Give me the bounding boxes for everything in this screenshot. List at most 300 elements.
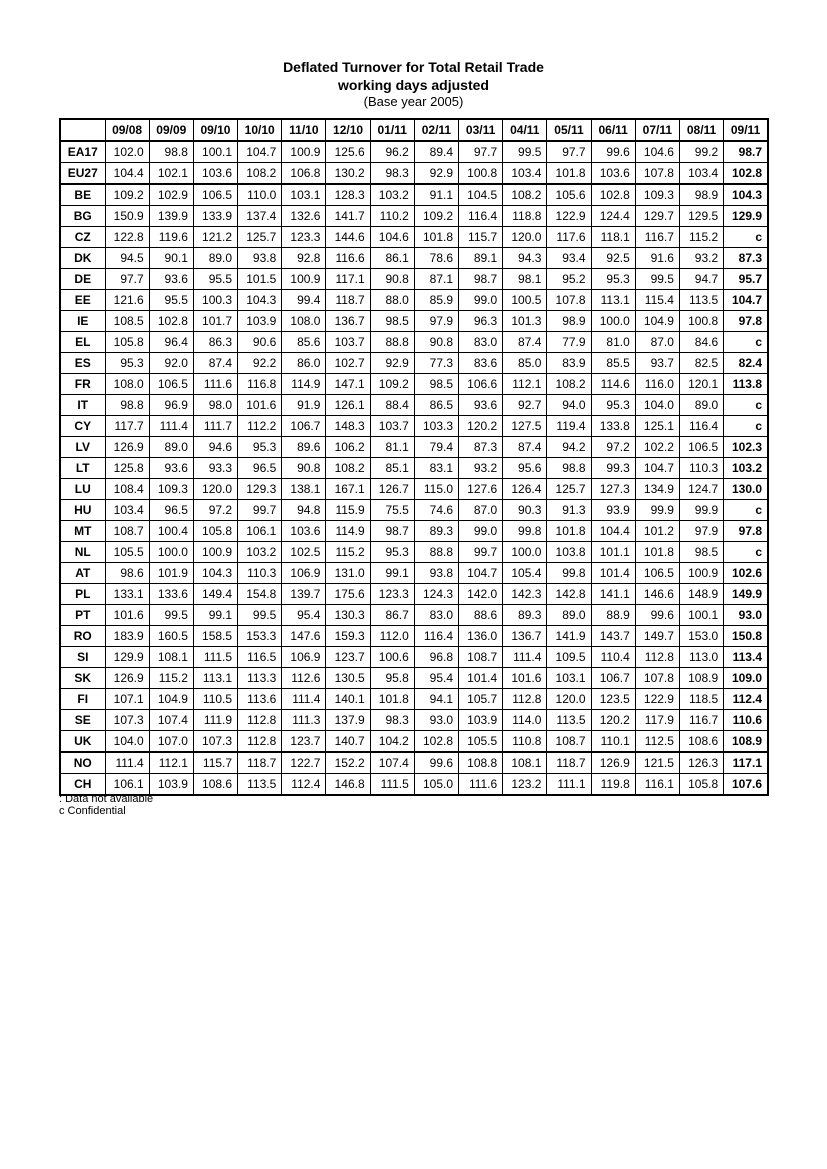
value-cell: 105.8: [193, 521, 237, 542]
value-cell: 94.0: [547, 395, 591, 416]
value-cell: 95.5: [193, 269, 237, 290]
value-cell: 123.2: [503, 774, 547, 796]
value-cell: 106.7: [282, 416, 326, 437]
value-cell: 118.1: [591, 227, 635, 248]
value-cell: 112.6: [282, 668, 326, 689]
value-cell: 111.4: [105, 752, 149, 774]
value-cell: 103.4: [503, 163, 547, 185]
value-cell: 104.6: [370, 227, 414, 248]
value-cell: 153.0: [679, 626, 723, 647]
value-cell: 78.6: [414, 248, 458, 269]
value-cell: 110.2: [370, 206, 414, 227]
value-cell: 98.5: [414, 374, 458, 395]
value-cell: 94.1: [414, 689, 458, 710]
value-cell: 101.8: [370, 689, 414, 710]
value-cell: 104.7: [724, 290, 768, 311]
value-cell: 126.4: [503, 479, 547, 500]
value-cell: 129.7: [635, 206, 679, 227]
value-cell: 93.4: [547, 248, 591, 269]
value-cell: 86.5: [414, 395, 458, 416]
value-cell: 95.3: [105, 353, 149, 374]
value-cell: 116.4: [414, 626, 458, 647]
value-cell: 113.8: [724, 374, 768, 395]
value-cell: 107.1: [105, 689, 149, 710]
value-cell: 111.6: [459, 774, 503, 796]
value-cell: 88.6: [459, 605, 503, 626]
value-cell: 116.0: [635, 374, 679, 395]
value-cell: 100.0: [503, 542, 547, 563]
value-cell: 126.9: [105, 437, 149, 458]
value-cell: 74.6: [414, 500, 458, 521]
value-cell: 95.4: [282, 605, 326, 626]
value-cell: 100.0: [149, 542, 193, 563]
footnote-not-available: : Data not available: [59, 793, 154, 805]
value-cell: 94.3: [503, 248, 547, 269]
value-cell: 101.1: [591, 542, 635, 563]
value-cell: 148.3: [326, 416, 370, 437]
value-cell: 98.9: [679, 184, 723, 206]
value-cell: 94.5: [105, 248, 149, 269]
value-cell: 122.9: [547, 206, 591, 227]
value-cell: 95.3: [238, 437, 282, 458]
country-code: EL: [60, 332, 105, 353]
column-header: 05/11: [547, 119, 591, 141]
table-row: [60, 206, 768, 227]
table-row: [60, 269, 768, 290]
value-cell: 93.2: [679, 248, 723, 269]
value-cell: 97.7: [547, 141, 591, 163]
country-code: CY: [60, 416, 105, 437]
country-code: SE: [60, 710, 105, 731]
column-header: 10/10: [238, 119, 282, 141]
value-cell: 99.6: [635, 605, 679, 626]
country-code: LV: [60, 437, 105, 458]
value-cell: 104.3: [238, 290, 282, 311]
value-cell: 94.8: [282, 500, 326, 521]
value-cell: 126.9: [105, 668, 149, 689]
country-code: SI: [60, 647, 105, 668]
value-cell: 111.9: [193, 710, 237, 731]
value-cell: 109.3: [635, 184, 679, 206]
country-code: BE: [60, 184, 105, 206]
value-cell: 102.2: [635, 437, 679, 458]
value-cell: 97.8: [724, 311, 768, 332]
table-row: [60, 374, 768, 395]
value-cell: 107.8: [635, 163, 679, 185]
value-cell: 112.4: [282, 774, 326, 796]
value-cell: 142.0: [459, 584, 503, 605]
value-cell: 104.6: [635, 141, 679, 163]
value-cell: 113.5: [238, 774, 282, 796]
value-cell: 110.8: [503, 731, 547, 753]
value-cell: 113.4: [724, 647, 768, 668]
value-cell: 112.1: [503, 374, 547, 395]
value-cell: 90.8: [370, 269, 414, 290]
value-cell: 175.6: [326, 584, 370, 605]
value-cell: 125.7: [547, 479, 591, 500]
value-cell: 102.7: [326, 353, 370, 374]
value-cell: 90.6: [238, 332, 282, 353]
country-code: UK: [60, 731, 105, 753]
country-code: FR: [60, 374, 105, 395]
value-cell: 95.3: [591, 269, 635, 290]
value-cell: 142.3: [503, 584, 547, 605]
column-header: 11/10: [282, 119, 326, 141]
value-cell: 101.7: [193, 311, 237, 332]
value-cell: 100.3: [193, 290, 237, 311]
value-cell: 119.4: [547, 416, 591, 437]
value-cell: 128.3: [326, 184, 370, 206]
value-cell: 99.5: [503, 141, 547, 163]
value-cell: 118.7: [547, 752, 591, 774]
value-cell: 127.3: [591, 479, 635, 500]
value-cell: 114.9: [326, 521, 370, 542]
value-cell: 103.7: [370, 416, 414, 437]
value-cell: 84.6: [679, 332, 723, 353]
value-cell: 130.0: [724, 479, 768, 500]
value-cell: 100.9: [282, 269, 326, 290]
value-cell: 141.9: [547, 626, 591, 647]
value-cell: 103.6: [193, 163, 237, 185]
value-cell: 109.3: [149, 479, 193, 500]
value-cell: 138.1: [282, 479, 326, 500]
country-code: CZ: [60, 227, 105, 248]
value-cell: 93.0: [414, 710, 458, 731]
value-cell: 97.9: [414, 311, 458, 332]
value-cell: 98.0: [193, 395, 237, 416]
value-cell: 95.7: [724, 269, 768, 290]
country-code: AT: [60, 563, 105, 584]
value-cell: 100.0: [591, 311, 635, 332]
value-cell: 97.7: [459, 141, 503, 163]
value-cell: 102.5: [282, 542, 326, 563]
value-cell: 100.6: [370, 647, 414, 668]
value-cell: 81.0: [591, 332, 635, 353]
value-cell: 118.5: [679, 689, 723, 710]
column-header: 12/10: [326, 119, 370, 141]
value-cell: 126.9: [591, 752, 635, 774]
value-cell: 100.1: [193, 141, 237, 163]
value-cell: 137.9: [326, 710, 370, 731]
value-cell: 85.9: [414, 290, 458, 311]
value-cell: 113.5: [547, 710, 591, 731]
value-cell: 111.5: [193, 647, 237, 668]
value-cell: 102.8: [591, 184, 635, 206]
value-cell: c: [724, 416, 768, 437]
value-cell: 104.3: [193, 563, 237, 584]
value-cell: 115.4: [635, 290, 679, 311]
value-cell: 106.1: [105, 774, 149, 796]
value-cell: 107.6: [724, 774, 768, 796]
value-cell: 77.9: [547, 332, 591, 353]
value-cell: 98.7: [370, 521, 414, 542]
value-cell: 89.0: [679, 395, 723, 416]
table-row: [60, 227, 768, 248]
value-cell: 119.6: [149, 227, 193, 248]
value-cell: 103.1: [547, 668, 591, 689]
value-cell: 98.8: [105, 395, 149, 416]
country-code: IT: [60, 395, 105, 416]
value-cell: 101.6: [503, 668, 547, 689]
value-cell: 129.5: [679, 206, 723, 227]
value-cell: 98.3: [370, 710, 414, 731]
value-cell: 85.6: [282, 332, 326, 353]
value-cell: 93.9: [591, 500, 635, 521]
table-row: [60, 184, 768, 206]
value-cell: 103.7: [326, 332, 370, 353]
value-cell: 113.5: [679, 290, 723, 311]
value-cell: 112.8: [238, 731, 282, 753]
value-cell: 87.0: [635, 332, 679, 353]
value-cell: 101.9: [149, 563, 193, 584]
value-cell: 95.8: [370, 668, 414, 689]
value-cell: 123.3: [282, 227, 326, 248]
value-cell: 100.9: [282, 141, 326, 163]
value-cell: 109.0: [724, 668, 768, 689]
value-cell: 118.7: [326, 290, 370, 311]
value-cell: 93.8: [414, 563, 458, 584]
value-cell: 99.3: [591, 458, 635, 479]
value-cell: 136.7: [503, 626, 547, 647]
value-cell: 88.9: [591, 605, 635, 626]
value-cell: 96.5: [238, 458, 282, 479]
value-cell: 147.1: [326, 374, 370, 395]
value-cell: 116.6: [326, 248, 370, 269]
value-cell: 98.5: [370, 311, 414, 332]
value-cell: 123.5: [591, 689, 635, 710]
value-cell: 99.5: [149, 605, 193, 626]
value-cell: 101.4: [459, 668, 503, 689]
value-cell: 98.3: [370, 163, 414, 185]
value-cell: c: [724, 542, 768, 563]
value-cell: 114.6: [591, 374, 635, 395]
value-cell: 103.1: [282, 184, 326, 206]
value-cell: 110.3: [238, 563, 282, 584]
value-cell: 97.2: [193, 500, 237, 521]
value-cell: 114.9: [282, 374, 326, 395]
value-cell: 149.7: [635, 626, 679, 647]
value-cell: 103.9: [149, 774, 193, 796]
table-row: [60, 731, 768, 753]
value-cell: 99.5: [635, 269, 679, 290]
value-cell: 102.0: [105, 141, 149, 163]
value-cell: 127.6: [459, 479, 503, 500]
value-cell: 120.0: [503, 227, 547, 248]
value-cell: 113.6: [238, 689, 282, 710]
value-cell: 107.8: [547, 290, 591, 311]
value-cell: 98.8: [547, 458, 591, 479]
table-row: [60, 521, 768, 542]
value-cell: 108.6: [679, 731, 723, 753]
value-cell: 110.4: [591, 647, 635, 668]
value-cell: 81.1: [370, 437, 414, 458]
value-cell: 103.2: [238, 542, 282, 563]
value-cell: 103.9: [238, 311, 282, 332]
value-cell: 99.8: [503, 521, 547, 542]
value-cell: 105.8: [679, 774, 723, 796]
value-cell: 105.6: [547, 184, 591, 206]
value-cell: 113.3: [238, 668, 282, 689]
value-cell: 100.9: [679, 563, 723, 584]
country-code: NO: [60, 752, 105, 774]
value-cell: 96.3: [459, 311, 503, 332]
value-cell: 87.4: [193, 353, 237, 374]
value-cell: 107.4: [149, 710, 193, 731]
value-cell: 132.6: [282, 206, 326, 227]
table-row: [60, 584, 768, 605]
value-cell: 130.2: [326, 163, 370, 185]
table-row: [60, 563, 768, 584]
table-row: [60, 395, 768, 416]
value-cell: 87.1: [414, 269, 458, 290]
value-cell: 117.1: [326, 269, 370, 290]
value-cell: 95.4: [414, 668, 458, 689]
value-cell: 126.7: [370, 479, 414, 500]
value-cell: 112.2: [238, 416, 282, 437]
value-cell: 89.6: [282, 437, 326, 458]
value-cell: 101.6: [238, 395, 282, 416]
value-cell: 103.8: [547, 542, 591, 563]
value-cell: 108.4: [105, 479, 149, 500]
value-cell: c: [724, 500, 768, 521]
value-cell: 85.5: [591, 353, 635, 374]
value-cell: 98.8: [149, 141, 193, 163]
value-cell: 98.1: [503, 269, 547, 290]
value-cell: 115.7: [459, 227, 503, 248]
value-cell: 133.9: [193, 206, 237, 227]
value-cell: 97.2: [591, 437, 635, 458]
value-cell: 83.9: [547, 353, 591, 374]
value-cell: 88.4: [370, 395, 414, 416]
value-cell: 99.8: [547, 563, 591, 584]
value-cell: 100.5: [503, 290, 547, 311]
value-cell: 111.4: [282, 689, 326, 710]
value-cell: 101.8: [547, 521, 591, 542]
value-cell: 100.9: [193, 542, 237, 563]
value-cell: 98.7: [724, 141, 768, 163]
value-cell: 85.0: [503, 353, 547, 374]
column-header: 01/11: [370, 119, 414, 141]
value-cell: 130.3: [326, 605, 370, 626]
value-cell: 91.3: [547, 500, 591, 521]
value-cell: 124.7: [679, 479, 723, 500]
value-cell: 103.3: [414, 416, 458, 437]
value-cell: 115.2: [326, 542, 370, 563]
value-cell: 99.1: [193, 605, 237, 626]
country-code: RO: [60, 626, 105, 647]
value-cell: 139.7: [282, 584, 326, 605]
value-cell: 93.2: [459, 458, 503, 479]
value-cell: 116.7: [635, 227, 679, 248]
value-cell: 160.5: [149, 626, 193, 647]
value-cell: 116.5: [238, 647, 282, 668]
value-cell: 149.4: [193, 584, 237, 605]
value-cell: 108.7: [459, 647, 503, 668]
value-cell: 116.4: [459, 206, 503, 227]
value-cell: 121.2: [193, 227, 237, 248]
value-cell: 129.3: [238, 479, 282, 500]
value-cell: 103.2: [370, 184, 414, 206]
table-row: [60, 647, 768, 668]
value-cell: 89.3: [414, 521, 458, 542]
value-cell: 106.9: [282, 647, 326, 668]
value-cell: 89.0: [193, 248, 237, 269]
value-cell: 127.5: [503, 416, 547, 437]
value-cell: 93.8: [238, 248, 282, 269]
value-cell: 112.5: [635, 731, 679, 753]
column-header: 09/10: [193, 119, 237, 141]
value-cell: 104.0: [635, 395, 679, 416]
value-cell: 90.3: [503, 500, 547, 521]
value-cell: 98.9: [547, 311, 591, 332]
table-row: [60, 458, 768, 479]
value-cell: 96.4: [149, 332, 193, 353]
value-cell: 123.7: [326, 647, 370, 668]
header-corner: [60, 119, 105, 141]
value-cell: 137.4: [238, 206, 282, 227]
value-cell: 101.8: [547, 163, 591, 185]
table-row: [60, 774, 768, 796]
value-cell: 140.7: [326, 731, 370, 753]
value-cell: 112.8: [238, 710, 282, 731]
table-row: [60, 710, 768, 731]
value-cell: 106.6: [459, 374, 503, 395]
table-row: [60, 668, 768, 689]
value-cell: 102.3: [724, 437, 768, 458]
value-cell: 136.0: [459, 626, 503, 647]
value-cell: 112.8: [635, 647, 679, 668]
value-cell: 95.3: [591, 395, 635, 416]
value-cell: 106.7: [591, 668, 635, 689]
value-cell: 106.8: [282, 163, 326, 185]
value-cell: 98.6: [105, 563, 149, 584]
value-cell: 83.1: [414, 458, 458, 479]
value-cell: 115.2: [149, 668, 193, 689]
value-cell: 97.8: [724, 521, 768, 542]
value-cell: 108.0: [105, 374, 149, 395]
value-cell: 92.2: [238, 353, 282, 374]
value-cell: 110.6: [724, 710, 768, 731]
country-code: CH: [60, 774, 105, 796]
value-cell: 86.0: [282, 353, 326, 374]
value-cell: 95.2: [547, 269, 591, 290]
value-cell: 130.5: [326, 668, 370, 689]
value-cell: 111.7: [193, 416, 237, 437]
value-cell: 106.9: [282, 563, 326, 584]
value-cell: 89.0: [547, 605, 591, 626]
value-cell: 103.2: [724, 458, 768, 479]
value-cell: 112.1: [149, 752, 193, 774]
value-cell: 94.7: [679, 269, 723, 290]
value-cell: 108.9: [679, 668, 723, 689]
value-cell: 100.1: [679, 605, 723, 626]
value-cell: 105.8: [105, 332, 149, 353]
value-cell: 86.3: [193, 332, 237, 353]
value-cell: 117.9: [635, 710, 679, 731]
value-cell: 108.1: [149, 647, 193, 668]
value-cell: 98.5: [679, 542, 723, 563]
value-cell: 103.9: [459, 710, 503, 731]
value-cell: 106.2: [326, 437, 370, 458]
table-row: [60, 500, 768, 521]
value-cell: 129.9: [724, 206, 768, 227]
value-cell: 95.3: [370, 542, 414, 563]
value-cell: 96.2: [370, 141, 414, 163]
value-cell: 117.6: [547, 227, 591, 248]
value-cell: 106.5: [193, 184, 237, 206]
value-cell: 105.5: [459, 731, 503, 753]
value-cell: 113.1: [591, 290, 635, 311]
